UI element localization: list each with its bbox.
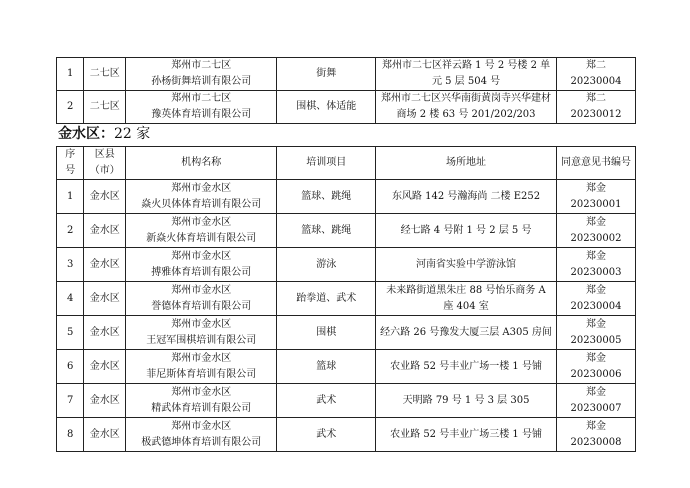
cell-address: 河南省实验中学游泳馆	[376, 248, 557, 282]
cell-address: 郑州市二七区兴华南街黄岗寺兴华建材商场 2 楼 63 号 201/202/203	[376, 91, 557, 124]
org-name-line1: 郑州市二七区	[171, 93, 232, 104]
cell-address: 经六路 26 号豫发大厦三层 A305 房间	[376, 316, 557, 350]
cell-item: 篮球、跳绳	[277, 214, 376, 248]
table-row	[57, 91, 636, 124]
cell-approval: 郑金 20230001	[557, 180, 636, 214]
org-name-line1: 郑州市金水区	[171, 318, 232, 330]
cell-address: 天明路 79 号 1 号 3 层 305	[376, 384, 557, 418]
cell-name	[126, 418, 277, 452]
cell-no: 4	[57, 282, 84, 316]
cell-item: 围棋、体适能	[277, 91, 376, 124]
cell-item: 跆拳道、武术	[277, 282, 376, 316]
section-count: 22 家	[114, 126, 151, 142]
cell-district: 金水区	[84, 350, 126, 384]
cell-name	[126, 282, 277, 316]
cell-approval: 郑金 20230003	[557, 248, 636, 282]
cell-approval: 郑金 20230005	[557, 316, 636, 350]
section-title-label: 金水区：	[58, 126, 114, 142]
cell-item: 篮球、跳绳	[277, 180, 376, 214]
cell-district: 金水区	[84, 384, 126, 418]
cell-approval: 郑金 20230008	[557, 418, 636, 452]
table-row	[57, 384, 636, 418]
cell-address: 农业路 52 号丰业广场三楼 1 号铺	[376, 418, 557, 452]
org-name-line2: 豫英体育培训有限公司	[151, 109, 252, 120]
cell-district: 金水区	[84, 316, 126, 350]
cell-district: 金水区	[84, 248, 126, 282]
cell-district: 二七区	[84, 91, 126, 124]
cell-name	[126, 91, 277, 124]
cell-district: 金水区	[84, 180, 126, 214]
header-approval: 同意意见书编号	[557, 147, 636, 180]
cell-approval: 郑金 20230004	[557, 282, 636, 316]
jinshui-district-table	[56, 146, 636, 452]
cell-district: 金水区	[84, 418, 126, 452]
cell-approval: 郑二 20230012	[557, 91, 636, 124]
table-row	[57, 58, 636, 91]
org-name-line1: 郑州市金水区	[171, 420, 232, 432]
cell-approval: 郑二 20230004	[557, 58, 636, 91]
org-name-line2: 精武体育培训有限公司	[151, 402, 252, 414]
cell-district: 金水区	[84, 214, 126, 248]
table-row	[57, 214, 636, 248]
cell-no: 8	[57, 418, 84, 452]
cell-no: 7	[57, 384, 84, 418]
table-row	[57, 350, 636, 384]
org-name-line2: 焱火贝体体育培训有限公司	[141, 198, 262, 210]
cell-item: 街舞	[277, 58, 376, 91]
cell-item: 篮球	[277, 350, 376, 384]
org-name-line2: 新焱火体育培训有限公司	[146, 232, 257, 244]
cell-no: 1	[57, 180, 84, 214]
header-item: 培训项目	[277, 147, 376, 180]
table-row	[57, 316, 636, 350]
table-row	[57, 180, 636, 214]
erqi-district-table	[56, 57, 636, 124]
table-row	[57, 282, 636, 316]
cell-address: 经七路 4 号附 1 号 2 层 5 号	[376, 214, 557, 248]
org-name-line1: 郑州市金水区	[171, 284, 232, 296]
cell-item: 围棋	[277, 316, 376, 350]
cell-address: 东风路 142 号瀚海尚 二楼 E252	[376, 180, 557, 214]
org-name-line2: 菲尼斯体育培训有限公司	[146, 368, 257, 380]
org-name-line1: 郑州市金水区	[171, 216, 232, 228]
header-address: 场所地址	[376, 147, 557, 180]
cell-approval: 郑金 20230002	[557, 214, 636, 248]
cell-address: 农业路 52 号丰业广场一楼 1 号铺	[376, 350, 557, 384]
org-name-line1: 郑州市金水区	[171, 352, 232, 364]
org-name-line2: 极武德坤体育培训有限公司	[141, 436, 262, 448]
cell-no: 1	[57, 58, 84, 91]
cell-name	[126, 214, 277, 248]
cell-name	[126, 350, 277, 384]
cell-name	[126, 248, 277, 282]
cell-name	[126, 316, 277, 350]
cell-item: 武术	[277, 418, 376, 452]
cell-item: 武术	[277, 384, 376, 418]
cell-approval: 郑金 20230006	[557, 350, 636, 384]
org-name-line1: 郑州市金水区	[171, 386, 232, 398]
cell-no: 5	[57, 316, 84, 350]
cell-name	[126, 180, 277, 214]
cell-name	[126, 58, 277, 91]
org-name-line2: 誉德体育培训有限公司	[151, 300, 252, 312]
cell-name	[126, 384, 277, 418]
cell-no: 3	[57, 248, 84, 282]
table-row	[57, 418, 636, 452]
org-name-line2: 孙杨街舞培训有限公司	[151, 76, 252, 87]
cell-district: 二七区	[84, 58, 126, 91]
cell-no: 2	[57, 91, 84, 124]
header-district: 区县（市）	[84, 147, 126, 180]
org-name-line1: 郑州市金水区	[171, 250, 232, 262]
table-row	[57, 248, 636, 282]
jinshui-section-title	[58, 123, 150, 143]
header-name: 机构名称	[126, 147, 277, 180]
org-name-line1: 郑州市金水区	[171, 182, 232, 194]
org-name-line2: 搏雅体育培训有限公司	[151, 266, 252, 278]
org-name-line1: 郑州市二七区	[171, 60, 232, 71]
header-no: 序号	[57, 147, 84, 180]
cell-no: 2	[57, 214, 84, 248]
cell-item: 游泳	[277, 248, 376, 282]
cell-address: 郑州市二七区祥云路 1 号 2 号楼 2 单元 5 层 504 号	[376, 58, 557, 91]
cell-approval: 郑金 20230007	[557, 384, 636, 418]
cell-district: 金水区	[84, 282, 126, 316]
org-name-line2: 王冠军围棋培训有限公司	[146, 334, 257, 346]
cell-address: 未来路街道黑朱庄 88 号怡乐商务 A 座 404 室	[376, 282, 557, 316]
table-header-row	[57, 147, 636, 180]
cell-no: 6	[57, 350, 84, 384]
